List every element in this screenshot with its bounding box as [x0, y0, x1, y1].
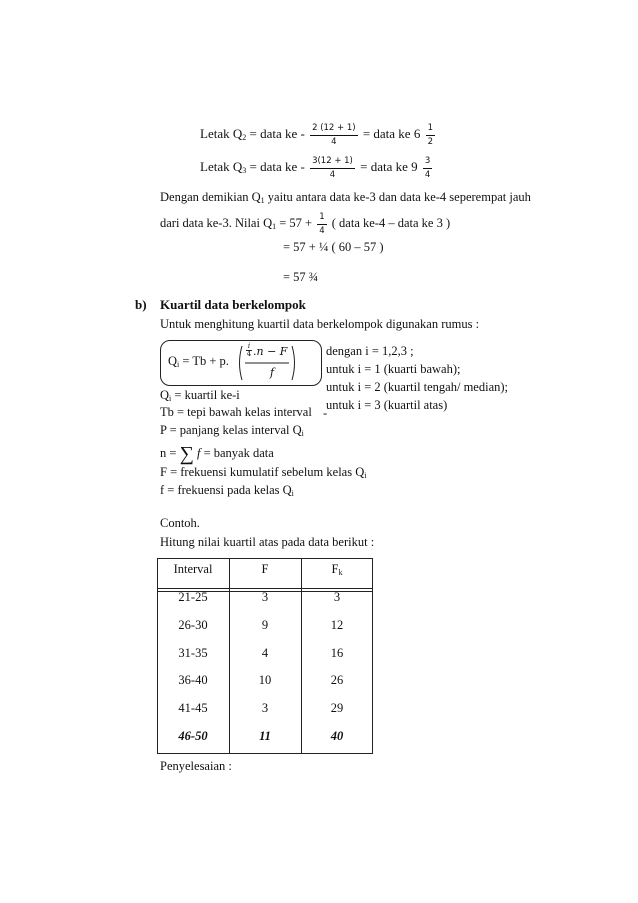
paragraph-line-2: dari data ke-3. Nilai $Q_1 = 57$ + $\frac{1}{4}$ ( data ke-4 – data ke 3 ): [160, 212, 451, 236]
table-header-f: F: [261, 562, 269, 576]
letak-q3-line: [200, 157, 434, 179]
def-p: P = panjang kelas interval $Q_i$: [160, 423, 304, 438]
letak-q3-sub: 3: [242, 165, 247, 175]
formula-denominator: f: [270, 366, 275, 379]
def-f: f = frekuensi pada kelas $Q_i$: [160, 483, 294, 498]
table-header-interval: Interval: [173, 562, 213, 576]
paragraph-fraction: $\frac{1}{4}$: [319, 212, 325, 236]
formula-lhs: $Q_i = Tb + p$.: [168, 354, 229, 369]
def-F: F = frekuensi kumulatif sebelum kelas $Q_i$: [160, 465, 367, 480]
note-line-4: untuk i = 3 (kuartil atas): [326, 398, 448, 412]
sum-icon: ∑: [179, 443, 194, 465]
letak-q2-line: [200, 124, 437, 146]
letak-q3-mixed-fraction: $\frac{3}{4}$: [424, 156, 431, 180]
note-line-2: untuk i = 1 (kuarti bawah);: [326, 362, 461, 376]
letak-q2-mid: = data ke -: [246, 125, 309, 141]
letak-q2-mixed-fraction: $\frac{1}{2}$: [427, 123, 434, 147]
def-tb: Tb = tepi bawah kelas interval: [160, 405, 312, 419]
note-line-1: dengan i = 1,2,3 ;: [326, 344, 414, 358]
note-dash: -: [323, 406, 328, 420]
letak-q3-result: = data ke 9: [360, 158, 418, 174]
penyelesaian-label: Penyelesaian :: [160, 759, 232, 773]
formula-numerator: .n − F: [253, 345, 288, 358]
note-line-3: untuk i = 2 (kuartil tengah/ median);: [326, 380, 509, 394]
section-b-title: Kuartil data berkelompok: [160, 297, 306, 312]
formula-inner-fraction: i 4: [246, 342, 252, 358]
contoh-instruction: Hitung nilai kuartil atas pada data berikut :: [160, 535, 375, 549]
letak-q2-result: = data ke 6: [362, 125, 421, 141]
letak-q3-fraction: $\frac{3(12 + 1)}{4}$: [312, 156, 353, 180]
letak-q2-fraction: $\frac{2 (12 + 1)}{4}$: [312, 123, 356, 147]
letak-q2-sub: 2: [242, 132, 247, 142]
def-qi: $Q_i$ = kuartil ke-i: [160, 388, 240, 403]
table-header-fk: $F_k$: [331, 562, 343, 577]
letak-q3-mid: = data ke -: [246, 158, 309, 174]
letak-q3-label: Letak Q: [200, 158, 243, 174]
section-b-marker: b): [135, 297, 147, 312]
def-n: n = ∑ f = banyak data: [160, 443, 274, 465]
paragraph-line-4: = 57 ¾: [283, 270, 319, 284]
contoh-title: Contoh.: [160, 516, 200, 530]
section-b-intro: Untuk menghitung kuartil data berkelompok digunakan rumus :: [160, 317, 480, 331]
paragraph-line-3: = 57 + ¼ ( 60 – 57 ): [283, 240, 384, 254]
letak-q2-label: Letak Q: [200, 125, 243, 141]
paragraph-line-1: Dengan demikian $Q_1$ yaitu antara data ke-3 dan data ke-4 seperempat jauh: [160, 190, 531, 205]
